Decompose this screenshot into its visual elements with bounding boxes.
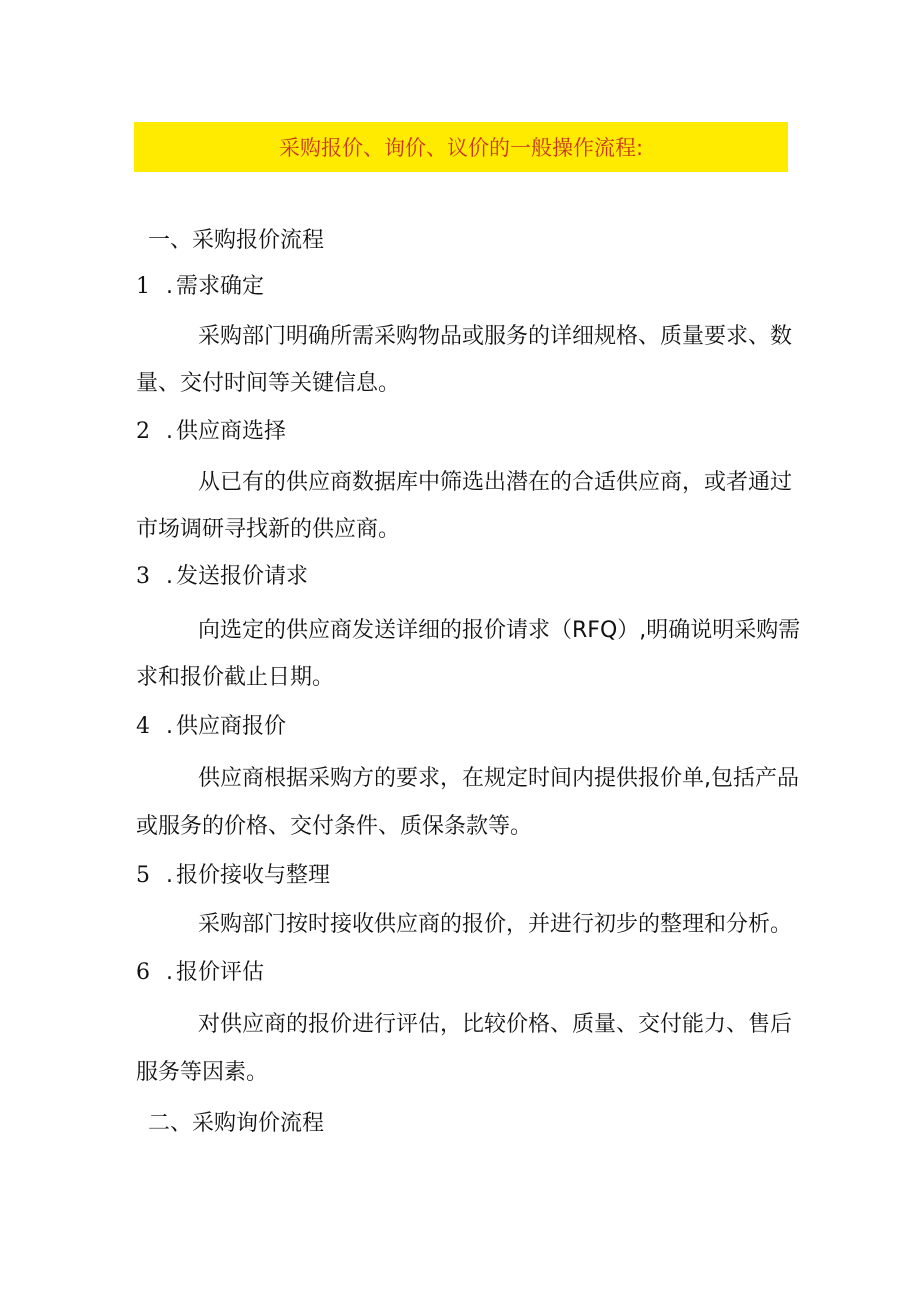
item-title: 需求确定 [176,274,265,299]
item-number: 4 [136,714,150,739]
item-heading [136,958,264,988]
paragraph-line: 从已有的供应商数据库中筛选出潜在的合适供应商，或者通过 [198,470,793,495]
document-title: 采购报价、询价、议价的一般操作流程: [278,136,644,160]
item-number: 1 [136,274,150,299]
paragraph-line: 对供应商的报价进行评估，比较价格、质量、交付能力、售后 [198,1012,793,1037]
item-heading [136,562,308,592]
item-title: 报价接收与整理 [176,863,331,888]
paragraph-line: 求和报价截止日期。 [136,665,335,690]
item-number: 2 [136,419,150,444]
paragraph-line: 或服务的价格、交付条件、质保条款等。 [136,814,533,839]
item-separator: . [166,960,173,985]
item-title: 报价评估 [176,960,265,985]
item-separator: . [166,564,173,589]
item-title: 发送报价请求 [176,564,309,589]
item-title: 供应商选择 [176,419,287,444]
item-heading [136,417,286,447]
paragraph-line: 服务等因素。 [136,1060,269,1085]
item-separator: . [166,714,173,739]
item-title: 供应商报价 [176,714,287,739]
item-separator: . [166,419,173,444]
title-banner [134,122,788,172]
paragraph-line: 市场调研寻找新的供应商。 [136,517,401,542]
item-heading [136,861,330,891]
item-heading [136,272,264,302]
item-number: 6 [136,960,150,985]
paragraph-line: 采购部门明确所需采购物品或服务的详细规格、质量要求、数 [198,324,793,349]
item-number: 3 [136,564,150,589]
item-number: 5 [136,863,150,888]
item-heading [136,712,286,742]
item-separator: . [166,274,173,299]
paragraph-line: 采购部门按时接收供应商的报价，并进行初步的整理和分析。 [198,912,793,937]
section-heading: 二、采购询价流程 [148,1111,325,1136]
item-separator: . [166,863,173,888]
paragraph-line: 供应商根据采购方的要求，在规定时间内提供报价单,包括产品 [198,766,799,791]
paragraph-line: 量、交付时间等关键信息。 [136,371,401,396]
section-heading: 一、采购报价流程 [148,228,325,253]
paragraph-line: 向选定的供应商发送详细的报价请求（RFQ）,明确说明采购需 [198,618,801,643]
